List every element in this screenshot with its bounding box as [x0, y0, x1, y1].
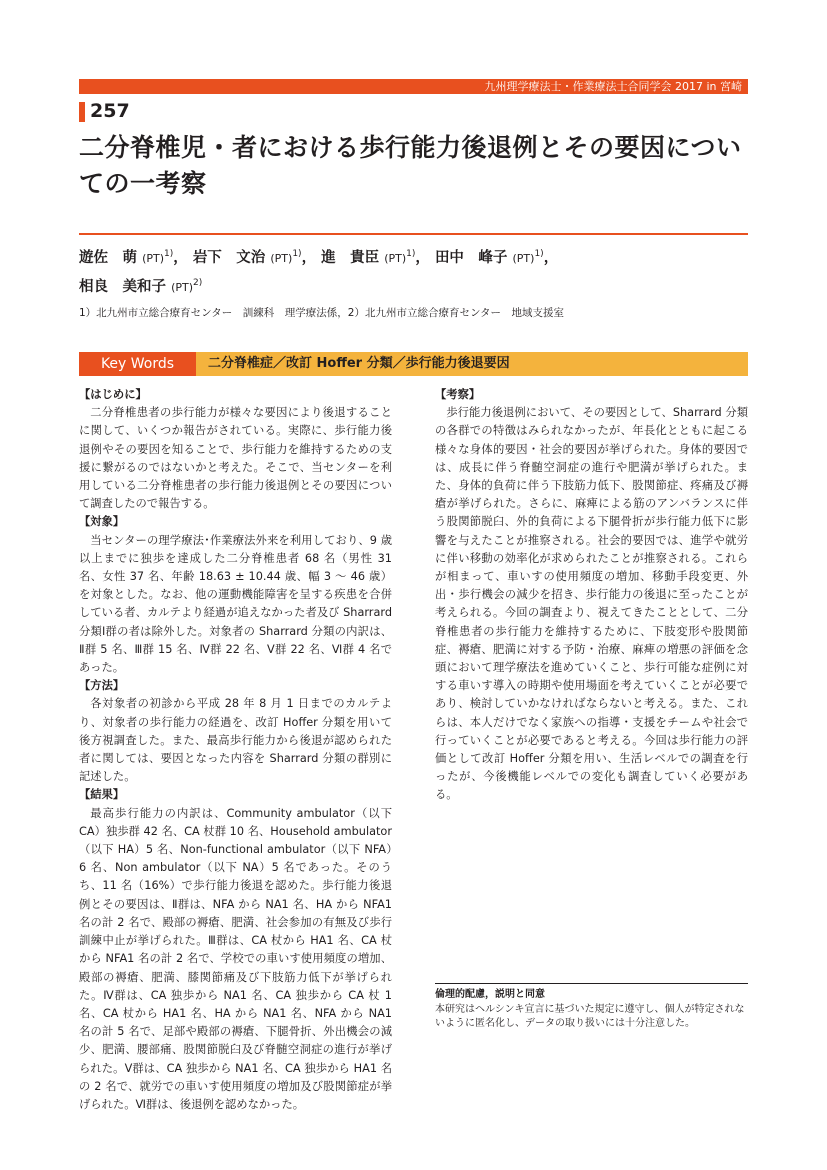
author-2: 岩下 文治 (PT)$^{1)}$，	[192, 249, 317, 266]
section-heading-discussion: 【考察】	[435, 388, 481, 401]
title-divider	[79, 233, 748, 235]
body-right-column	[435, 386, 748, 805]
author-list	[79, 242, 759, 300]
author-4: 田中 峰子 (PT)$^{1)}$，	[434, 249, 559, 266]
section-heading-subjects: 【対象】	[79, 515, 125, 529]
conference-banner: 九州理学療法士・作業療法士合同学会 2017 in 宮崎	[79, 79, 748, 94]
ethics-divider	[435, 983, 748, 984]
body-left-column	[79, 386, 392, 1114]
section-heading-intro: 【はじめに】	[79, 388, 147, 401]
affiliations: 1）北九州市立総合療育センター 訓練科 理学療法係，2）北九州市立総合療育センター 地域支援室	[79, 307, 565, 319]
paper-title: 二分脊椎児・者における歩行能力後退例とその要因についての一考察	[79, 133, 742, 198]
keywords-label: Key Words	[79, 352, 196, 376]
author-5: 相良 美和子 (PT)$^{2)}$	[79, 277, 203, 295]
section-intro: 二分脊椎患者の歩行能力が様々な要因により後退することに関して、いくつか報告がされている。実際に、歩行能力後退例やその要因を知ることで、歩行能力を維持するための支援に繋がるのではないかと考えた。そこで、当センターを利用している二分脊椎患者の歩行能力後退例とその要因について調査したので報告する。	[79, 406, 392, 511]
keywords-text: 二分脊椎症／改訂 Hoffer 分類／歩行能力後退要因	[196, 352, 748, 376]
ethics-heading: 倫理的配慮，説明と同意	[435, 989, 545, 1000]
author-1: 遊佐 萌 (PT)$^{1)}$，	[79, 249, 188, 266]
author-3: 進 貴臣 (PT)$^{1)}$，	[321, 249, 430, 266]
section-discussion: 歩行能力後退例において、その要因として、Sharrard 分類の各群での特徴はみられなかったが、年長化とともに起こる様々な身体的要因・社会的要因が挙げられた。身体的要因では、成長に伴う脊髄空洞症の進行や肥満が挙げられた。また、身体的負荷に伴う下肢筋力低下、股関節症、疼痛及び褥瘡が挙げられた。さらに、麻痺による筋のアンバランスに伴う股関節脱臼、外的負荷による下腿骨折が歩行能力低下に影響を与えたことが推察される。社会的要因では、進学や就労に伴い移動の効率化が求められたことが推察される。これらが相まって、車いすの使用頻度の増加、移動手段変更、外出・歩行機会の減少を招き、歩行能力の後退に至ったことが考えられる。今回の調査より、視えてきたこととして、二分脊椎患者の歩行能力を維持するために、下肢変形や股関節症、褥瘡、肥満に対する予防・治療、麻痺の増悪の評価を念頭において理学療法を進めていくこと、歩行可能な症例に対する車いす導入の時期や使用場面を考えていくことが必要であり、検討していかなければならないと考える。また、これらは、本人だけでなく家族への指導・支援をチームや社会で行っていくことが必要であると考える。今回は歩行能力の評価として改訂 Hoffer 分類を用い、生活レベルでの調査を行ったが、今後機能レベルでの変化も調査していく必要がある。	[435, 406, 748, 802]
abstract-number: 257	[90, 100, 130, 122]
ethics-text: 本研究はヘルシンキ宣言に基づいた規定に遵守し、個人が特定されないように匿名化し、データの取り扱いには十分注意した。	[435, 1003, 745, 1029]
abstract-number-marker	[79, 102, 85, 122]
section-subjects: 当センターの理学療法･作業療法外来を利用しており、9 歳以上までに独歩を達成した二分脊椎患者 68 名（男性 31 名、女性 37 名、年齢 18.63 ± 10.44 歳、幅 3 ～ 46 歳）を対象とした。なお、他の運動機能障害を呈する疾患を合併している者、カルテより経過が追えなかった者及び Sharrard 分類Ⅰ群の者は除外した。対象者の Sharrard 分類の内訳は、Ⅱ群 5 名、Ⅲ群 15 名、Ⅳ群 22 名、Ⅴ群 22 名、Ⅵ群 4 名であった。	[79, 533, 392, 675]
section-heading-methods: 【方法】	[79, 679, 125, 693]
section-results: 最高歩行能力の内訳は、Community ambulator（以下 CA）独歩群 42 名、CA 杖群 10 名、Household ambulator（以下 HA）5 名、Non-functional ambulator（以下 NFA）6 名、Non ambulator（以下 NA）5 名であった。そのうち、11 名（16%）で歩行能力後退を認めた。歩行能力後退例とその要因は、Ⅱ群は、NFA から NA1 名、HA から NFA1 名の計 2 名で、殿部の褥瘡、肥満、社会参加の有無及び歩行訓練中止が挙げられた。Ⅲ群は、CA 杖から HA1 名、CA 杖から NFA1 名の計 2 名で、学校での車いす使用頻度の増加、殿部の褥瘡、肥満、膝関節痛及び下肢筋力低下が挙げられた。Ⅳ群は、CA 独歩から NA1 名、CA 独歩から CA 杖 1 名、CA 杖から HA1 名、HA から NA1 名、NFA から NA1 名の計 5 名で、足部や殿部の褥瘡、下腿骨折、外出機会の減少、肥満、腰部痛、股関節脱臼及び脊髄空洞症の進行が挙げられた。Ⅴ群は、CA 独歩から NA1 名、CA 独歩から HA1 名の 2 名で、就労での車いす使用頻度の増加及び股関節症が挙げられた。Ⅵ群は、後退例を認めなかった。	[79, 806, 392, 1111]
section-methods: 各対象者の初診から平成 28 年 8 月 1 日までのカルテより、対象者の歩行能力の経過を、改訂 Hoffer 分類を用いて後方視調査した。また、最高歩行能力から後退が認められた者に関しては、要因となった内容を Sharrard 分類の群別に記述した。	[79, 697, 392, 784]
section-heading-results: 【結果】	[79, 788, 125, 802]
ethics-statement	[435, 988, 748, 1032]
